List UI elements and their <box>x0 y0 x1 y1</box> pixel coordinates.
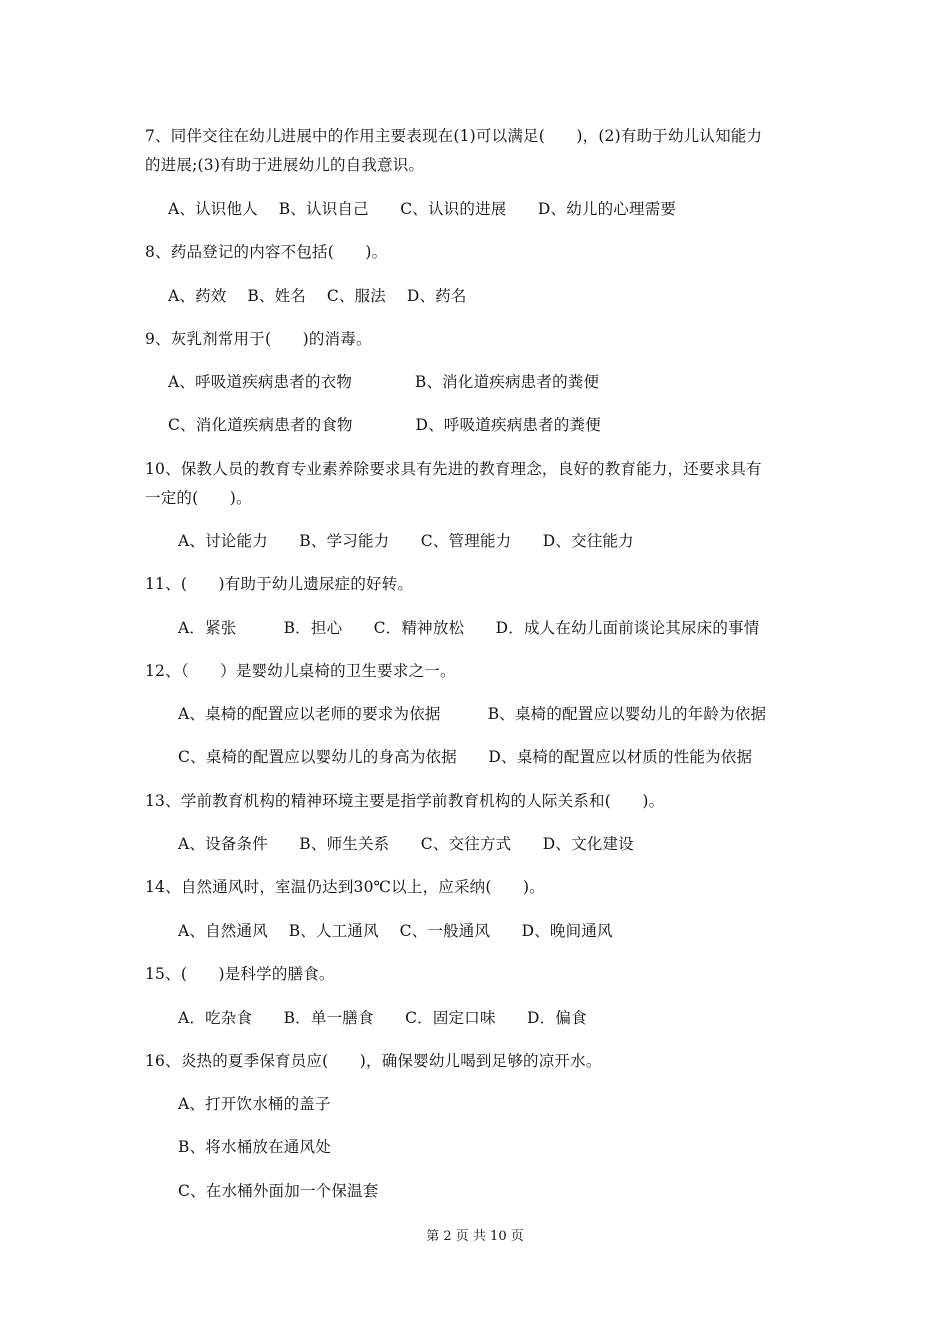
question-13-line-1: 13、学前教育机构的精神环境主要是指学前教育机构的人际关系和( )。 <box>145 792 665 810</box>
question-7-line-1: 7、同伴交往在幼儿进展中的作用主要表现在(1)可以满足( )，(2)有助于幼儿认知能力 <box>145 127 763 145</box>
question-9-options-2: C、消化道疾病患者的食物 D、呼吸道疾病患者的粪便 <box>168 416 601 434</box>
question-12-options-2: C、桌椅的配置应以婴幼儿的身高为依据 D、桌椅的配置应以材质的性能为依据 <box>178 748 753 766</box>
question-10-options: A、讨论能力 B、学习能力 C、管理能力 D、交往能力 <box>178 532 634 550</box>
question-15-line-1: 15、( )是科学的膳食。 <box>145 965 335 983</box>
question-16-option-c: C、在水桶外面加一个保温套 <box>178 1182 379 1200</box>
question-10-line-1: 10、保教人员的教育专业素养除要求具有先进的教育理念，良好的教育能力，还要求具有 <box>145 460 762 478</box>
question-9-options-1: A、呼吸道疾病患者的衣物 B、消化道疾病患者的粪便 <box>168 373 600 391</box>
question-14-options: A、自然通风 B、人工通风 C、一般通风 D、晚间通风 <box>178 922 613 940</box>
question-16-option-b: B、将水桶放在通风处 <box>178 1138 331 1156</box>
question-10-line-2: 一定的( )。 <box>145 489 252 507</box>
question-8-options: A、药效 B、姓名 C、服法 D、药名 <box>168 287 467 305</box>
question-7-line-2: 的进展;(3)有助于进展幼儿的自我意识。 <box>145 156 425 174</box>
question-15-options: A．吃杂食 B．单一膳食 C．固定口味 D．偏食 <box>178 1009 587 1027</box>
question-11-options: A．紧张 B．担心 C．精神放松 D．成人在幼儿面前谈论其尿床的事情 <box>178 619 760 637</box>
question-12-options-1: A、桌椅的配置应以老师的要求为依据 B、桌椅的配置应以婴幼儿的年龄为依据 <box>178 705 767 723</box>
question-16-line-1: 16、炎热的夏季保育员应( )，确保婴幼儿喝到足够的凉开水。 <box>145 1052 602 1070</box>
question-7-options: A、认识他人 B、认识自己 C、认识的进展 D、幼儿的心理需要 <box>168 200 677 218</box>
question-9-line-1: 9、灰乳剂常用于( )的消毒。 <box>145 330 372 348</box>
question-13-options: A、设备条件 B、师生关系 C、交往方式 D、文化建设 <box>178 835 634 853</box>
question-11-line-1: 11、( )有助于幼儿遗尿症的好转。 <box>145 575 414 593</box>
page-footer: 第 2 页 共 10 页 <box>426 1229 524 1244</box>
question-16-option-a: A、打开饮水桶的盖子 <box>178 1095 331 1113</box>
question-14-line-1: 14、自然通风时，室温仍达到30℃以上，应采纳( )。 <box>145 878 545 896</box>
question-8-line-1: 8、药品登记的内容不包括( )。 <box>145 243 388 261</box>
question-12-line-1: 12、（ ）是婴幼儿桌椅的卫生要求之一。 <box>145 662 456 680</box>
